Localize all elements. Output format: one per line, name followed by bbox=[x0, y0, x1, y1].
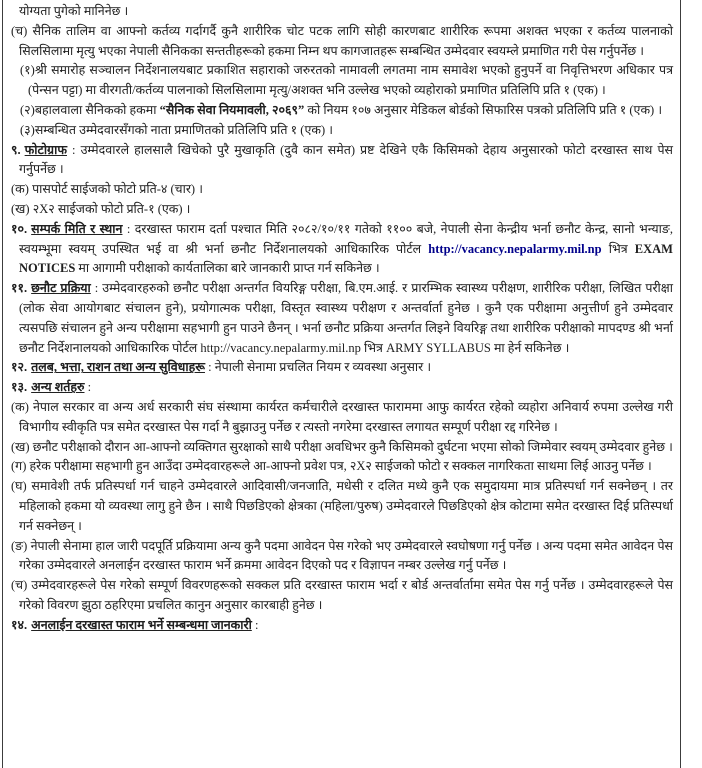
item-text: छनौट परीक्षाको दौरान आ-आफ्नो व्यक्तिगत सुरक्षाको साथै परीक्षा अवधिभर कुनै किसिमको दुर्घटना भएमा सोको जिम्मेवार स्वयम् उम्मेदवार हुनेछ । bbox=[29, 439, 673, 454]
item-label: (ग) bbox=[11, 459, 27, 474]
item-ga-13 bbox=[6, 457, 673, 477]
section-number: ११. bbox=[11, 281, 28, 296]
item-ka-9 bbox=[6, 180, 673, 200]
section-text-mid: भित्र bbox=[360, 340, 387, 355]
item-label: (क) bbox=[11, 399, 29, 414]
section-text-mid: भित्र bbox=[601, 241, 635, 256]
subitem-text: श्री समारोह सञ्चालन निर्देशनालयबाट प्रकाशित सहाराको जरुरतको नामावली लगतमा नाम समावेश भएको हुनुपर्ने वा निवृत्तिभरण अधिकार पत्र (पेन्सन पट्टा) मा वीरगती/कर्तव्य पालनाको सिलसिलामा मृत्यु/अशक्त भनि उल्लेख भएको व्यहोराको प्रमाणित प्रतिलिपि प्रति १ (एक) । bbox=[28, 63, 673, 98]
intro-continuation-line bbox=[6, 2, 673, 22]
section-title: फोटोग्राफ bbox=[24, 142, 67, 157]
item-cha-8 bbox=[6, 22, 673, 62]
section-text-pre: उम्मेदवारहरुको छनौट परीक्षा अन्तर्गत वियरिङ्ग परीक्षा, बि.एम.आई. र प्रारम्भिक स्वास्थ्य परीक्षण, शारीरिक परीक्षा, लिखित परीक्षा (लोक सेवा आयोगबाट संचालन हुने), प्रयोगात्मक परीक्षा, विस्तृत स्वास्थ्य परीक्षण र अन्तर्वार्ता हुनेछ । कुनै एक परीक्षामा अनुत्तीर्ण हुने उम्मेदवार त्यसपछि संचालन हुने अन्य परीक्षामा सहभागी हुन पाउने छैनन् । भर्ना छनौट प्रक्रिया अन्तर्गत लिइने वियरिङ्ग तथा शारीरिक परीक्षाको मापदण्ड श्री भर्ना छनौट निर्देशनालयको आधिकारिक पोर्टल bbox=[19, 281, 673, 355]
item-ka-13 bbox=[6, 398, 673, 438]
section-9-photograph bbox=[6, 141, 673, 181]
item-text: पासपोर्ट साईजको फोटो प्रति-४ (चार) । bbox=[28, 182, 203, 197]
item-label: (च) bbox=[11, 23, 28, 38]
section-separator: : bbox=[84, 380, 92, 395]
subitem-label: (३) bbox=[20, 122, 35, 137]
section-title: अन्य शर्तहरु bbox=[31, 380, 85, 395]
section-12-salary-allowance bbox=[6, 358, 673, 378]
vacancy-portal-url: http://vacancy.nepalarmy.mil.np bbox=[200, 340, 361, 355]
item-label: (ख) bbox=[11, 439, 30, 454]
section-separator: : bbox=[90, 281, 103, 296]
section-number: १०. bbox=[11, 221, 28, 236]
exam-notices-label: EXAM NOTICES bbox=[19, 241, 673, 276]
section-text-post: मा आगामी परीक्षाको कार्यतालिका बारे जानकारी प्राप्त गर्न सकिनेछ । bbox=[75, 261, 380, 276]
subitem-3 bbox=[6, 121, 673, 141]
subitem-1 bbox=[6, 61, 673, 101]
item-cha-13 bbox=[6, 576, 673, 616]
intro-text: योग्यता पुगेको मानिनेछ । bbox=[19, 4, 129, 18]
section-title: अनलाईन दरखास्त फाराम भर्ने सम्बन्धमा जानकारी bbox=[31, 617, 252, 632]
army-syllabus-label: ARMY SYLLABUS bbox=[386, 340, 491, 355]
section-text-post: मा हेर्न सकिनेछ । bbox=[490, 340, 570, 355]
section-number: ९. bbox=[11, 142, 21, 157]
section-title: छनौट प्रक्रिया bbox=[31, 281, 91, 296]
item-text: हरेक परीक्षामा सहभागी हुन आउँदा उम्मेदवारहरूले आ-आफ्नो प्रवेश पत्र, २X२ साईजको फोटो र सक्कल नागरिकता साथमा लिई आउनु पर्नेछ । bbox=[26, 459, 652, 474]
section-separator: : bbox=[66, 142, 81, 157]
item-gha-13 bbox=[6, 477, 673, 536]
vacancy-portal-url: http://vacancy.nepalarmy.mil.np bbox=[428, 241, 602, 256]
section-title: तलब, भत्ता, राशन तथा अन्य सुविधाहरू bbox=[31, 360, 205, 375]
section-13-other-conditions bbox=[6, 378, 673, 398]
subitem-text: सम्बन्धित उम्मेदवारसँगको नाता प्रमाणितको प्रतिलिपि प्रति १ (एक) । bbox=[34, 122, 333, 137]
item-text: नेपाल सरकार वा अन्य अर्ध सरकारी संघ संस्थामा कार्यरत कर्मचारीले दरखास्त फाराममा आफु कार्यरत रहेको व्यहोरा अनिवार्य रुपमा उल्लेख गरी विभागीय स्वीकृति पत्र समेत दरखास्त पेस गर्दा नै बुझाउनु पर्नेछ र त्यस्तो नगरेमा दरखास्त लगायत सम्पूर्ण परीक्षा रद्द गरिनेछ । bbox=[19, 399, 673, 434]
subitem-2 bbox=[6, 101, 673, 121]
section-number: १४. bbox=[11, 617, 28, 632]
item-text: नेपाली सेनामा हाल जारी पदपूर्ति प्रक्रियामा अन्य कुनै पदमा आवेदन पेस गरेको भए उम्मेदवारले स्वघोषणा गर्नु पर्नेछ । अन्य पदमा समेत आवेदन पेस गरेका उम्मेदवारले अनलाईन दरखास्त फाराम भर्ने क्रममा आवेदन दिएको पद र विज्ञापन नम्बर उल्लेख गर्नु पर्नेछ । bbox=[19, 538, 673, 573]
section-number: १२. bbox=[11, 360, 28, 375]
section-11-selection-process bbox=[6, 279, 673, 358]
item-label: (च) bbox=[11, 578, 28, 593]
item-text: उम्मेदवारहरूले पेस गरेको सम्पूर्ण विवरणहरूको सक्कल प्रति दरखास्त फाराम भर्दा र बोर्ड अन्तर्वार्तामा समेत पेस गर्नु पर्नेछ । उम्मेदवारहरूले पेस गरेको विवरण झुठा ठहरिएमा प्रचलित कानुन अनुसार कारबाही हुनेछ । bbox=[19, 578, 673, 612]
item-label: (घ) bbox=[11, 479, 27, 494]
section-separator: : bbox=[204, 360, 215, 375]
subitem-label: (१) bbox=[20, 63, 35, 78]
item-label: (ख) bbox=[11, 201, 30, 216]
item-text: समावेशी तर्फ प्रतिस्पर्धा गर्न चाहने उम्मेदवारले आदिवासी/जनजाति, मधेसी र दलित मध्ये कुनै एक समुदायमा मात्र प्रतिस्पर्धा गर्न सक्नेछन् । तर महिलाको हकमा यो व्यवस्था लागु हुने छैन । साथै पिछडिएको क्षेत्रका (महिला/पुरुष) उम्मेदवारले पिछडिएको क्षेत्र कोटामा समेत दरखास्त दिई प्रतिस्पर्धा गर्न सक्नेछन् । bbox=[19, 479, 673, 533]
item-label: (ङ) bbox=[11, 538, 28, 553]
subitem-label: (२) bbox=[20, 102, 35, 117]
section-14-online-form-info bbox=[6, 616, 673, 636]
item-kha-13 bbox=[6, 438, 673, 458]
subitem-text-pre: बहालवाला सैनिकको हकमा bbox=[34, 102, 160, 117]
item-label: (क) bbox=[11, 182, 29, 197]
section-text-pre: दरखास्त फाराम दर्ता पश्चात मिति २०८२/१०/११ गतेको ११०० बजे, नेपाली सेना केन्द्रीय भर्ना छनौट केन्द्र, सानो भन्याङ, स्वयम्भूमा स्वयम् उपस्थित भई वा श्री भर्ना छनौट निर्देशनालयको आधिकारिक पोर्टल bbox=[19, 221, 673, 256]
section-10-contact-date-place bbox=[6, 220, 673, 279]
item-kha-9 bbox=[6, 200, 673, 220]
section-text: उम्मेदवारले हालसालै खिचेको पुरै मुखाकृति (दुवै कान समेत) प्रष्ट देखिने एकै किसिमको देहाय अनुसारको फोटो दरखास्त साथ पेस गर्नुपर्नेछ । bbox=[19, 142, 673, 177]
item-nga-13 bbox=[6, 537, 673, 577]
subitem-text-post: को नियम १०७ अनुसार मेडिकल बोर्डको सिफारिस पत्रको प्रतिलिपि प्रति १ (एक) । bbox=[304, 102, 663, 117]
section-separator: : bbox=[251, 617, 259, 632]
section-text: नेपाली सेनामा प्रचलित नियम र व्यवस्था अनुसार । bbox=[214, 360, 432, 375]
document-page bbox=[2, 0, 681, 768]
section-number: १३. bbox=[11, 380, 28, 395]
item-text: सैनिक तालिम वा आफ्नो कर्तव्य गर्दागर्दै कुनै शारीरिक चोट पटक लागि सोही कारणबाट शारीरिक रूपमा अशक्त भएका र कर्तव्य पालनाको सिलसिलामा मृत्यु भएका नेपाली सैनिकका सन्ततीहरूको हकमा निम्न थप कागजातहरू सम्बन्धित उम्मेदवार स्वयम्ले प्रमाणित गरी पेस गर्नुपर्नेछ । bbox=[19, 23, 673, 58]
section-separator: : bbox=[122, 221, 135, 236]
section-title: सम्पर्क मिति र स्थान bbox=[31, 221, 123, 236]
quoted-regulation-title: “सैनिक सेवा नियमावली, २०६९” bbox=[159, 102, 305, 117]
item-text: २X२ साईजको फोटो प्रति-१ (एक) । bbox=[29, 201, 191, 216]
